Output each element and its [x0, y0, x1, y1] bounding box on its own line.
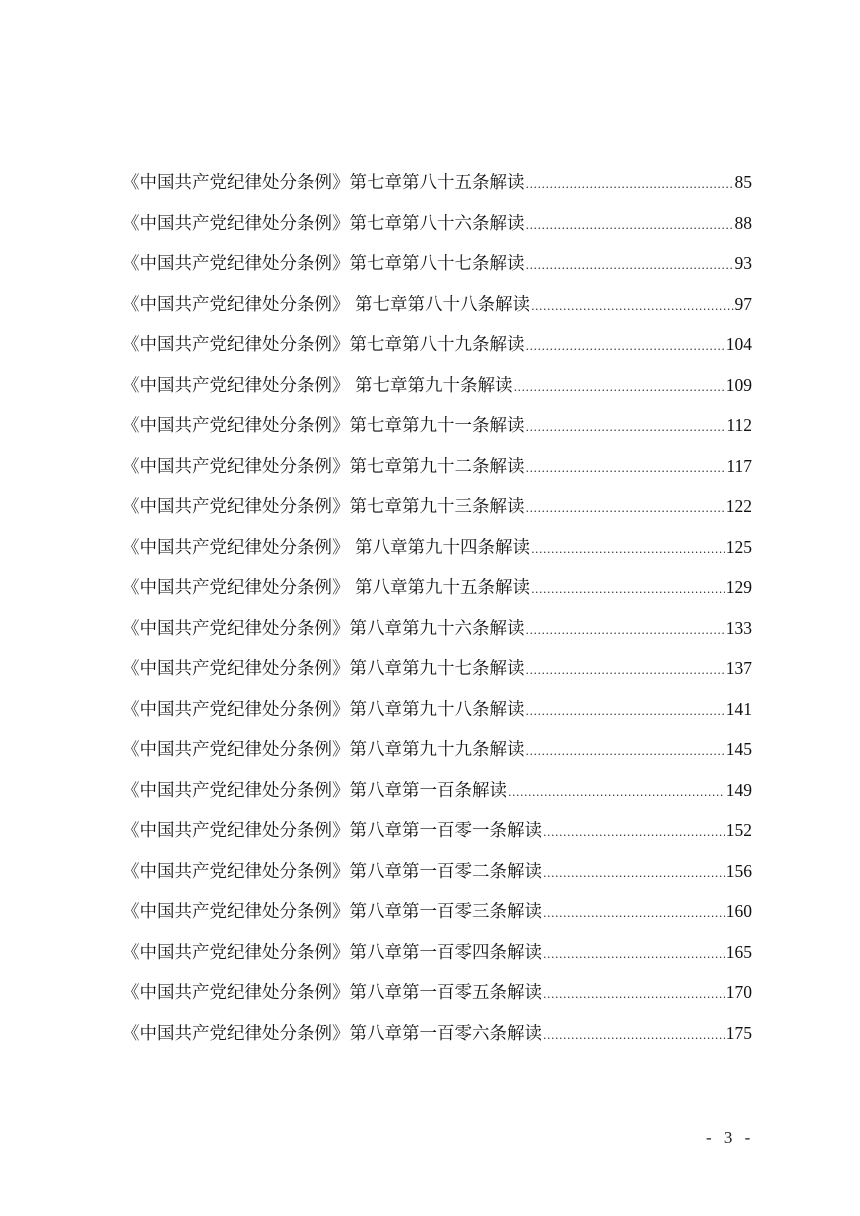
toc-entry-page: 160 — [725, 901, 752, 921]
toc-entry-page: 117 — [726, 455, 752, 476]
toc-entry[interactable] — [122, 729, 752, 770]
toc-entry-title: 《中国共产党纪律处分条例》第八章第一百条解读 — [122, 780, 507, 801]
toc-entry-page: 152 — [725, 820, 752, 840]
toc-entry-title: 《中国共产党纪律处分条例》第八章第九十八条解读 — [122, 699, 525, 720]
toc-dot-leader — [543, 935, 725, 976]
toc-dot-leader — [526, 206, 734, 247]
toc-entry[interactable] — [122, 932, 752, 973]
toc-entry-title: 《中国共产党纪律处分条例》第八章第一百零六条解读 — [122, 1023, 542, 1044]
toc-entry-page: 112 — [726, 415, 752, 435]
toc-entry-page: 93 — [734, 253, 752, 273]
page-number: - 3 - — [706, 1128, 755, 1147]
toc-entry-page: 104 — [725, 334, 752, 354]
toc-entry-page: 133 — [725, 617, 752, 638]
toc-entry-title: 《中国共产党纪律处分条例》 第八章第九十四条解读 — [122, 537, 531, 558]
toc-entry-page: 170 — [725, 982, 752, 1002]
toc-entry[interactable] — [122, 851, 752, 892]
toc-entry-title: 《中国共产党纪律处分条例》第八章第一百零四条解读 — [122, 942, 542, 963]
toc-dot-leader — [543, 975, 725, 1016]
toc-entry-page: 88 — [734, 212, 752, 233]
toc-dot-leader — [526, 165, 734, 206]
toc-entry-page: 175 — [725, 1022, 752, 1043]
toc-entry[interactable] — [122, 284, 752, 325]
toc-entry[interactable] — [122, 770, 752, 811]
toc-entry-title: 《中国共产党纪律处分条例》第七章第九十一条解读 — [122, 416, 525, 436]
toc-entry-title: 《中国共产党纪律处分条例》第八章第九十六条解读 — [122, 618, 525, 639]
toc-dot-leader — [543, 894, 725, 935]
toc-dot-leader — [543, 813, 725, 854]
toc-dot-leader — [526, 732, 725, 773]
toc-entry[interactable] — [122, 810, 752, 851]
toc-entry[interactable] — [122, 608, 752, 649]
toc-entry-page: 137 — [725, 658, 752, 678]
toc-entry-title: 《中国共产党纪律处分条例》第七章第八十九条解读 — [122, 335, 525, 355]
toc-dot-leader — [508, 773, 725, 814]
toc-entry-title: 《中国共产党纪律处分条例》第七章第九十二条解读 — [122, 456, 525, 477]
toc-entry[interactable] — [122, 689, 752, 730]
toc-dot-leader — [514, 368, 725, 409]
toc-entry-page: 156 — [725, 860, 752, 881]
toc-entry[interactable] — [122, 486, 752, 527]
toc-entry-title: 《中国共产党纪律处分条例》第七章第八十五条解读 — [122, 173, 525, 193]
toc-entry[interactable] — [122, 365, 752, 406]
toc-dot-leader — [526, 651, 725, 692]
toc-entry-title: 《中国共产党纪律处分条例》第七章第八十六条解读 — [122, 213, 525, 234]
toc-entry[interactable] — [122, 243, 752, 284]
toc-entry[interactable] — [122, 162, 752, 203]
toc-entry-page: 122 — [725, 496, 752, 516]
toc-entry-page: 129 — [725, 577, 752, 597]
toc-entry-title: 《中国共产党纪律处分条例》 第七章第九十条解读 — [122, 375, 513, 396]
toc-entry-page: 165 — [725, 941, 752, 962]
toc-dot-leader — [526, 408, 726, 449]
toc-entry[interactable] — [122, 203, 752, 244]
toc-entry[interactable] — [122, 567, 752, 608]
toc-entry-page: 125 — [725, 536, 752, 557]
toc-entry-page: 149 — [725, 779, 752, 800]
toc-dot-leader — [526, 489, 725, 530]
toc-entry-page: 141 — [725, 698, 752, 719]
toc-dot-leader — [543, 854, 725, 895]
toc-entry[interactable] — [122, 1013, 752, 1054]
toc-entry-title: 《中国共产党纪律处分条例》第八章第九十九条解读 — [122, 740, 525, 760]
toc-entry-title: 《中国共产党纪律处分条例》第七章第八十七条解读 — [122, 254, 525, 274]
toc-entry-title: 《中国共产党纪律处分条例》第七章第九十三条解读 — [122, 497, 525, 517]
toc-dot-leader — [531, 570, 725, 611]
toc-dot-leader — [526, 449, 726, 490]
toc-dot-leader — [543, 1016, 725, 1057]
toc-entry-title: 《中国共产党纪律处分条例》 第八章第九十五条解读 — [122, 578, 531, 598]
toc-entry[interactable] — [122, 324, 752, 365]
toc-entry-page: 85 — [734, 172, 752, 192]
toc-entry-page: 145 — [725, 739, 752, 759]
toc-entry-title: 《中国共产党纪律处分条例》第八章第一百零二条解读 — [122, 861, 542, 882]
toc-entry[interactable] — [122, 891, 752, 932]
table-of-contents — [122, 162, 752, 1053]
toc-entry[interactable] — [122, 527, 752, 568]
toc-entry[interactable] — [122, 648, 752, 689]
toc-entry[interactable] — [122, 405, 752, 446]
toc-dot-leader — [531, 530, 725, 571]
toc-entry-title: 《中国共产党纪律处分条例》 第七章第八十八条解读 — [122, 294, 531, 315]
toc-entry-title: 《中国共产党纪律处分条例》第八章第九十七条解读 — [122, 659, 525, 679]
toc-dot-leader — [526, 692, 725, 733]
toc-entry-title: 《中国共产党纪律处分条例》第八章第一百零五条解读 — [122, 983, 542, 1003]
toc-entry-title: 《中国共产党纪律处分条例》第八章第一百零三条解读 — [122, 902, 542, 922]
toc-entry-title: 《中国共产党纪律处分条例》第八章第一百零一条解读 — [122, 821, 542, 841]
toc-entry-page: 109 — [725, 374, 752, 395]
toc-entry[interactable] — [122, 446, 752, 487]
toc-entry[interactable] — [122, 972, 752, 1013]
toc-dot-leader — [526, 246, 734, 287]
toc-dot-leader — [526, 327, 725, 368]
toc-dot-leader — [531, 287, 733, 328]
toc-entry-page: 97 — [734, 293, 752, 314]
toc-dot-leader — [526, 611, 725, 652]
